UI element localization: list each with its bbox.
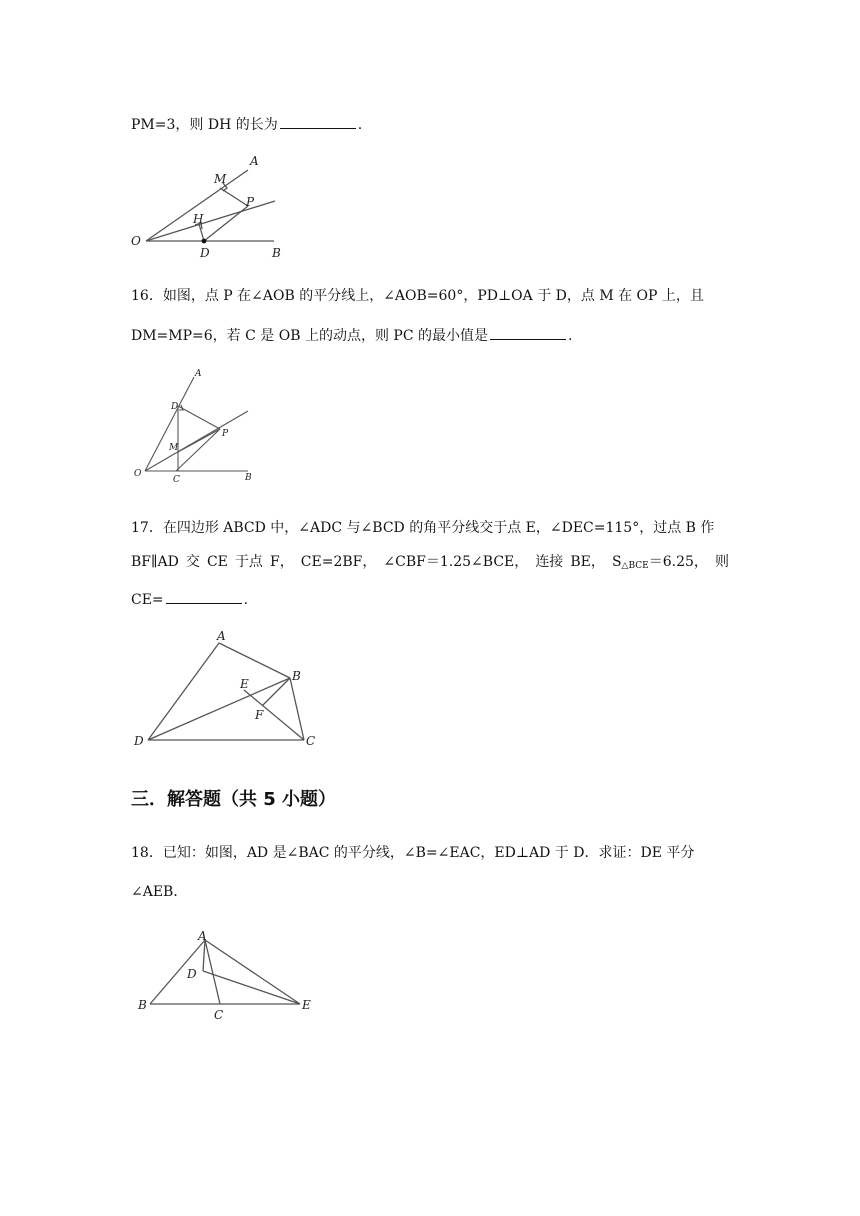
q15-text-line	[131, 114, 362, 135]
q16-label-o: O	[134, 469, 142, 479]
q16-diagram	[128, 364, 268, 484]
q18-label-d: D	[187, 967, 197, 981]
q17-line-3	[131, 589, 248, 610]
q17-part-angle: ∠CBF＝1.25∠BCE，	[383, 554, 529, 570]
q15-label-a: A	[250, 154, 259, 168]
q16-label-d: D	[171, 402, 179, 412]
q17-area-value: ＝6.25，	[648, 554, 708, 570]
q16-label-p: P	[222, 429, 229, 439]
q16-figure	[128, 364, 268, 484]
q17-label-e: E	[240, 677, 249, 691]
q15-tail-text: PM=3，则 DH 的长为	[131, 117, 278, 133]
q17-label-b: B	[292, 669, 301, 683]
q17-part-jiao: 交	[185, 554, 200, 570]
q17-part-lianjie: 连接	[535, 554, 564, 570]
q17-part-area	[612, 552, 708, 574]
q17-end: .	[243, 592, 249, 608]
q17-part-ce: CE	[206, 554, 228, 570]
q15-diagram	[128, 150, 298, 262]
q15-end: .	[357, 117, 363, 133]
q17-label-d: D	[134, 734, 144, 748]
q16-label-c: C	[173, 475, 180, 485]
q15-label-b: B	[272, 246, 281, 260]
q17-part-be: BE，	[570, 554, 605, 570]
q17-part-yudian: 于点	[234, 554, 263, 570]
q17-label-c: C	[306, 734, 316, 748]
q17-part-f: F，	[270, 554, 294, 570]
q17-diagram	[128, 626, 328, 750]
q18-label-a: A	[198, 929, 207, 943]
q15-label-o: O	[131, 234, 141, 248]
q17-part-bf-ad: BF∥AD	[131, 554, 179, 570]
q15-label-m: M	[214, 172, 227, 186]
q15-label-h: H	[193, 212, 204, 226]
q15-label-d: D	[200, 246, 210, 260]
q17-line-3-text: CE=	[131, 592, 164, 608]
q18-line-1: 18．已知：如图，AD 是∠BAC 的平分线，∠B=∠EAC，ED⊥AD 于 D．求证：DE 平分	[131, 845, 695, 861]
q17-part-ze: 则	[714, 554, 729, 570]
q17-area-s: S	[611, 554, 622, 570]
q18-label-c: C	[214, 1008, 224, 1022]
q18-label-e: E	[302, 998, 311, 1012]
q17-answer-blank	[166, 589, 242, 604]
q17-label-f: F	[255, 708, 264, 722]
q18-line-2: ∠AEB．	[131, 884, 188, 900]
q15-figure	[128, 150, 298, 262]
q15-label-p: P	[246, 195, 255, 209]
q17-label-a: A	[217, 629, 226, 643]
q16-line-2	[131, 325, 572, 346]
q17-figure	[128, 626, 328, 750]
q16-line-1: 16．如图，点 P 在∠AOB 的平分线上，∠AOB=60°，PD⊥OA 于 D，点 M 在 OP 上，且	[131, 288, 704, 304]
q18-label-b: B	[138, 998, 147, 1012]
q16-label-b: B	[245, 473, 252, 483]
q15-answer-blank	[280, 114, 356, 129]
q18-figure	[128, 926, 328, 1022]
q17-part-ce-2bf: CE=2BF，	[300, 554, 377, 570]
section-title: 三．解答题（共 5 小题）	[131, 789, 337, 810]
q17-area-subscript: △BCE	[621, 561, 649, 571]
q16-line-2-text: DM=MP=6，若 C 是 OB 上的动点，则 PC 的最小值是	[131, 328, 488, 344]
q17-line-2	[131, 552, 729, 574]
q17-line-1: 17．在四边形 ABCD 中，∠ADC 与∠BCD 的角平分线交于点 E，∠DEC=115°，过点 B 作	[131, 520, 715, 536]
q16-answer-blank	[490, 325, 566, 340]
q16-label-m: M	[169, 443, 179, 453]
q16-label-a: A	[195, 369, 202, 379]
q18-diagram	[128, 926, 328, 1022]
q16-end: .	[568, 328, 573, 344]
